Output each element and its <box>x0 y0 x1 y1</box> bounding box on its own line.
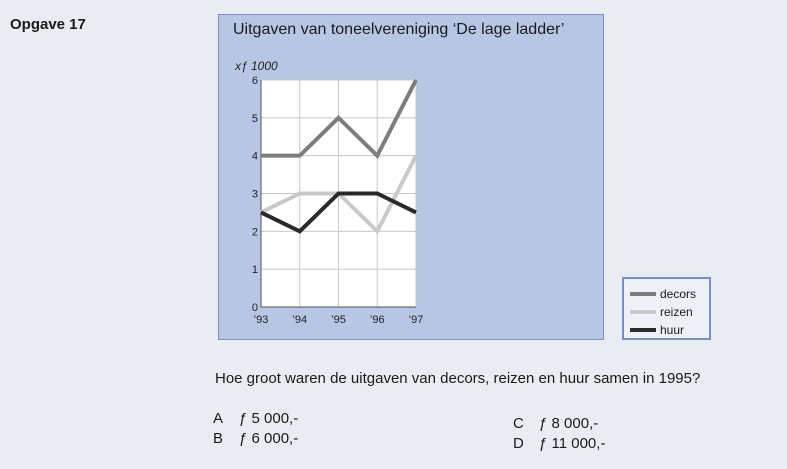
legend-item-decors <box>630 285 705 303</box>
answer-text: ƒ 11 000,- <box>539 435 606 452</box>
answer-text: ƒ 5 000,- <box>239 410 299 427</box>
answer-letter: C <box>513 415 524 432</box>
legend-swatch <box>630 328 656 332</box>
question-text: Hoe groot waren de uitgaven van decors, reizen en huur samen in 1995? <box>215 370 701 387</box>
legend-label: reizen <box>660 305 693 319</box>
chart-title: Uitgaven van toneelvereniging ‘De lage ladder’ <box>233 21 565 38</box>
y-tick-label: 3 <box>251 188 258 201</box>
y-tick-label: 4 <box>251 150 258 163</box>
y-tick-label: 1 <box>251 264 258 277</box>
y-tick-label: 5 <box>251 112 258 125</box>
answer-a[interactable] <box>213 410 298 427</box>
chart-legend <box>622 277 711 340</box>
x-tick-label: ’95 <box>331 314 346 326</box>
exercise-heading: Opgave 17 <box>10 16 86 33</box>
line-chart <box>219 15 605 341</box>
answer-letter: B <box>213 430 224 447</box>
legend-swatch <box>630 292 656 296</box>
legend-item-reizen <box>630 303 705 321</box>
legend-swatch <box>630 310 656 314</box>
y-axis-label: xƒ 1000 <box>235 59 278 73</box>
legend-label: decors <box>660 287 697 301</box>
y-tick-label: 0 <box>251 302 258 314</box>
x-tick-label: ’96 <box>369 314 385 326</box>
legend-item-huur <box>630 321 705 339</box>
x-tick-label: ’93 <box>253 314 269 326</box>
y-tick-label: 6 <box>251 75 258 87</box>
chart-panel <box>218 14 604 340</box>
answer-letter: A <box>213 410 224 427</box>
answer-letter: D <box>513 435 524 452</box>
answer-text: ƒ 8 000,- <box>539 415 599 432</box>
answer-b[interactable] <box>213 430 298 447</box>
x-tick-label: ’94 <box>292 314 308 326</box>
answer-text: ƒ 6 000,- <box>239 430 299 447</box>
y-tick-label: 2 <box>251 226 258 239</box>
answer-c[interactable] <box>513 415 598 432</box>
answer-d[interactable] <box>513 435 605 452</box>
x-tick-label: ’97 <box>408 314 424 326</box>
legend-label: huur <box>660 323 685 337</box>
